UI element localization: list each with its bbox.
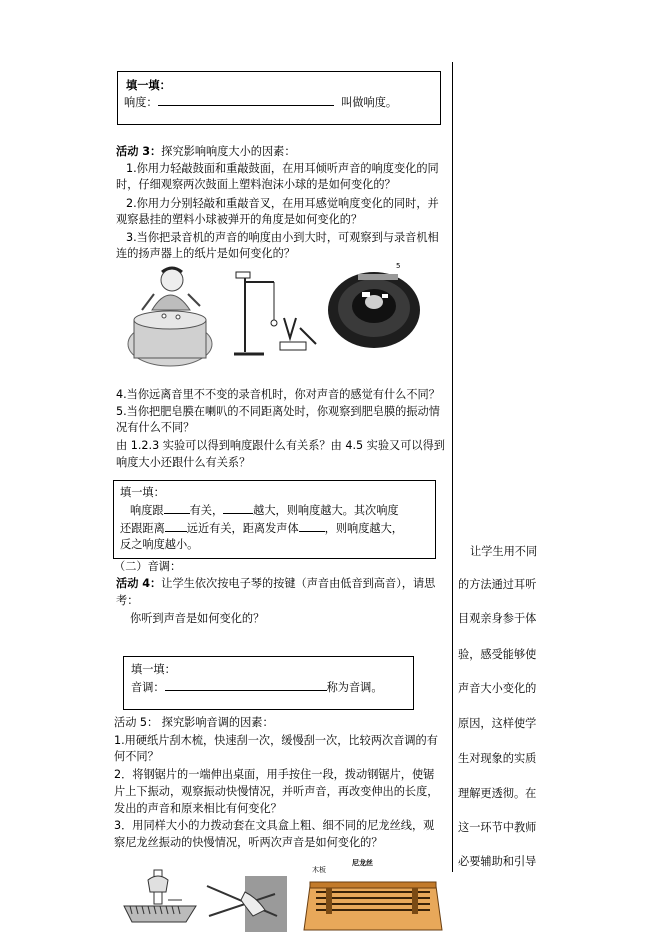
sidebar-note: 验，感受能够使 [458, 648, 537, 661]
tuning-fork-figure [230, 268, 322, 360]
comb-figure [118, 866, 202, 928]
sidebar-note: 这一环节中教师 [458, 821, 537, 834]
sidebar-note: 目观亲身参于体 [458, 612, 537, 625]
loudness-suffix: 叫做响度。 [341, 96, 398, 109]
activity4-text: 考： [116, 594, 139, 607]
question-text: 连的扬声器上的纸片是如何变化的？ [116, 247, 296, 260]
fill-box-line [131, 679, 383, 696]
question-text: 发出的声音和原来相比有何变化？ [114, 802, 282, 815]
question-text: 片上下振动，观察振动快慢情况，并听声音，再改变伸出的长度， [114, 785, 439, 798]
loudness-label: 响度： [124, 96, 158, 109]
fill-box-line [130, 502, 399, 519]
fill-text: 还跟距离 [120, 522, 165, 535]
fill-box-title: 填一填： [120, 486, 165, 499]
activity4-text: 让学生依次按电子琴的按键（声音由低音到高音），请思 [161, 577, 436, 590]
question-text: 况有什么不同？ [116, 421, 195, 434]
blank[interactable] [223, 502, 253, 514]
question-text: 何不同？ [114, 750, 159, 763]
fill-box-title: 填一填： [126, 79, 171, 92]
sidebar-note: 原因，这样使学 [458, 717, 537, 730]
question-text: 时，仔细观察两次鼓面上塑料泡沫小球的是如何变化的？ [116, 178, 396, 191]
sidebar-note: 声音大小变化的 [458, 682, 537, 695]
activity3-heading [116, 144, 296, 160]
question-text: 4.当你远离音里不不变的录音机时，你对声音的感觉有什么不同？ [116, 388, 440, 401]
blank[interactable] [165, 520, 187, 532]
activity3-title: 探究影响响度大小的因素： [161, 145, 296, 158]
saw-blade-figure [205, 876, 287, 932]
wood-label: 木板 [312, 866, 326, 874]
pitch-suffix: 称为音调。 [326, 681, 383, 694]
column-divider [452, 62, 453, 872]
question-text: 1.用硬纸片刮木梳，快速刮一次，缓慢刮一次，比较两次音调的有 [114, 734, 438, 747]
question-text: 3.当你把录音机的声音的响度由小到大时，可观察到与录音机相 [126, 231, 439, 244]
blank[interactable] [164, 502, 190, 514]
fill-text: 远近有关，距离发声体 [186, 522, 299, 535]
speaker-figure [322, 262, 434, 354]
fill-box-title: 填一填： [131, 663, 176, 676]
sidebar-note: 让学生用不同 [470, 545, 538, 558]
drum-figure [124, 262, 220, 370]
pitch-label: 音调： [131, 681, 165, 694]
question-text: 你听到声音是如何变化的？ [130, 612, 265, 625]
question-text: 5.当你把肥皂膜在喇叭的不同距离处时，你观察到肥皂膜的振动情 [116, 405, 440, 418]
fill-box-line [124, 94, 397, 111]
question-text: 2．将钢锯片的一端伸出桌面，用手按住一段，拨动钢锯片，使锯 [114, 768, 435, 781]
question-text: 由 1.2.3 实验可以得到响度跟什么有关系？由 4.5 实验又可以得到 [116, 439, 445, 452]
activity5-heading: 活动 5： 探究影响音调的因素： [114, 716, 274, 729]
sidebar-note: 生对现象的实质 [458, 752, 537, 765]
nylon-label: 尼龙丝 [352, 859, 373, 867]
fill-text: 反之响度越小。 [120, 538, 199, 551]
section-heading: （二）音调： [114, 560, 182, 573]
blank[interactable] [165, 679, 327, 691]
question-text: 观察悬挂的塑料小球被弹开的角度是如何变化的？ [116, 213, 363, 226]
question-text: 察尼龙丝振动的快慢情况，听两次声音是如何变化的？ [114, 836, 383, 849]
fill-text: 有关， [189, 504, 224, 517]
fill-box-line [120, 520, 403, 537]
blank[interactable] [158, 94, 334, 106]
fill-text: 越大，则响度越大。其次响度 [253, 504, 399, 517]
sidebar-note: 理解更透彻。在 [458, 787, 537, 800]
activity3-label: 活动 3： [116, 145, 162, 158]
sidebar-note: 的方法通过耳听 [458, 578, 537, 591]
question-text: 响度大小还跟什么有关系？ [116, 456, 251, 469]
activity4-label: 活动 4： [116, 577, 162, 590]
fill-text: 响度跟 [130, 504, 164, 517]
speaker-mark: 5 [396, 262, 401, 270]
question-text: 3．用同样大小的力拨动套在文具盒上粗、细不同的尼龙丝线，观 [114, 819, 435, 832]
question-text: 2.你用力分别轻敲和重敲音叉，在用耳感觉响度变化的同时，并 [126, 197, 439, 210]
sidebar-note: 必要辅助和引导 [458, 855, 537, 868]
blank[interactable] [299, 520, 325, 532]
question-text: 1.你用力轻敲鼓面和重敲鼓面，在用耳倾听声音的响度变化的同 [126, 162, 439, 175]
fill-text: ，则响度越大， [324, 522, 403, 535]
activity4-line [116, 576, 435, 592]
